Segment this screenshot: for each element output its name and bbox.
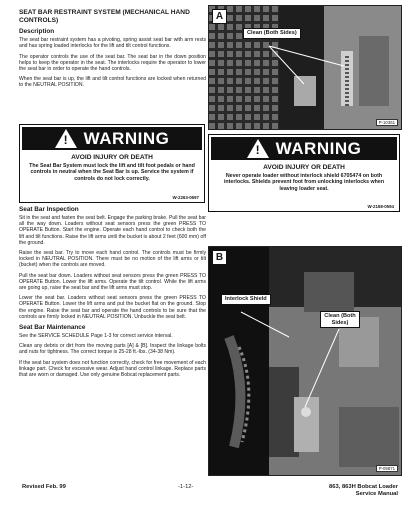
photo-b	[208, 246, 402, 476]
photo-b-image	[209, 247, 401, 475]
photo-a-image	[209, 6, 401, 129]
maintenance-paragraph-2: Clean any debris or dirt from the moving parts [A] & [B]. Inspect the linkage bolts and nuts for tightness. The correct torque is 25-28 ft.-lbs. (34-38 Nm).	[19, 343, 206, 356]
inspection-paragraph-4: Lower the seat bar. Loaders without seat sensors press the green PRESS TO OPERATE Button. Lower the lift arms and put the bucket flat on the ground. Stop the engine. Raise the seat bar and operate the hand controls to be sure that the controls are firmly locked in NEUTRAL POSITION. Unbuckle the seat belt.	[19, 295, 206, 320]
photo-b-callout-shield: Interlock Shield	[221, 294, 271, 305]
description-paragraph-3: When the seat bar is up, the lift and tilt control functions are locked when returned to the NEUTRAL POSITION.	[19, 76, 206, 89]
footer-page-number: -1-12-	[178, 484, 194, 490]
footer-manual-type: Service Manual	[355, 490, 398, 497]
footer-revision: Revised Feb. 99	[22, 484, 66, 490]
inspection-paragraph-3: Pull the seat bar down. Loaders without seat sensors press the green PRESS TO OPERATE Button. Lower the lift arms. Operate the tilt control. While the lift arms are going up, raise the seat bar and the lift arms must stop.	[19, 272, 206, 292]
warning-banner	[22, 127, 202, 150]
maintenance-paragraph-3: If the seat bar system does not function correctly, check for free movement of each linkage part. Check for excessive wear. Adjust hand control linkage. Replace parts that are worn or damaged. Use only genuine Bobcat replacement parts.	[19, 359, 206, 379]
section-title: SEAT BAR RESTRAINT SYSTEM (MECHANICAL HAND CONTROLS)	[19, 9, 190, 24]
maintenance-heading: Seat Bar Maintenance	[19, 324, 86, 332]
inspection-paragraph-1: Sit in the seat and fasten the seat belt. Engage the parking brake. Pull the seat bar all the way down. Loaders without seat sensors press the green PRESS TO OPERATE Button. Start the engine. Operate each hand control to check both the lift and tilt functions. Raise the lift arms until the bucket is about 2 feet (600 mm) off the ground.	[19, 215, 206, 246]
warning-heading-2: AVOID INJURY OR DEATH	[263, 164, 345, 171]
footer-model: 863, 863H Bobcat Loader	[329, 484, 398, 490]
inspection-paragraph-2: Raise the seat bar. Try to move each hand control. The controls must be firmly locked in NEUTRAL POSITION. There must be no motion of the lift arms or tilt (bucket) when the controls are moved.	[19, 250, 206, 269]
warning-box-seat-bar	[19, 124, 205, 203]
photo-a	[208, 5, 402, 130]
warning-triangle-icon-2: !	[247, 139, 269, 158]
warning-triangle-icon: !	[55, 129, 77, 148]
description-paragraph-1: The seat bar restraint system has a pivoting, spring assist seat bar with arm rests and has spring loaded interlocks for the lift and tilt control functions.	[19, 37, 206, 50]
warning-label-2: WARNING	[275, 138, 362, 158]
description-paragraph-2: The operator controls the use of the seat bar. The seat bar in the down position helps to keep the operator in the seat. The interlocks require the operator to lower the seat bar in order to operate the hand controls.	[19, 53, 206, 72]
warning-heading: AVOID INJURY OR DEATH	[71, 154, 153, 161]
photo-b-code: P-09871	[376, 465, 398, 472]
warning-body-2: Never operate loader without interlock shield 6705474 on both interlocks. Shields prevent foot from unlocking interlocks when leaving loader seat.	[223, 173, 385, 192]
warning-label: WARNING	[83, 128, 170, 148]
left-column	[19, 9, 206, 93]
warning-box-interlock	[208, 134, 400, 212]
footer-manual-title	[329, 484, 398, 498]
photo-b-callout-clean: Clean (Both Sides)	[320, 311, 360, 328]
maintenance-paragraph-1: See the SERVICE SCHEDULE Page 1-3 for correct service interval.	[19, 333, 173, 340]
warning-body: The Seat Bar System must lock the lift and tilt foot pedals or hand controls in neutral when the Seat Bar is up. Service the system if controls do not lock correctly.	[29, 163, 195, 182]
left-column-lower	[19, 206, 206, 382]
warning-code-2: W-2158-0594	[367, 204, 394, 209]
photo-a-code: P-10361	[376, 119, 398, 126]
description-heading: Description	[19, 28, 55, 36]
inspection-heading: Seat Bar Inspection	[19, 206, 79, 213]
photo-b-letter: B	[212, 250, 227, 265]
warning-code: W-2263-0697	[172, 195, 199, 200]
warning-banner-2	[211, 137, 397, 160]
photo-a-callout: Clean (Both Sides)	[243, 28, 301, 39]
photo-a-letter: A	[212, 9, 227, 24]
